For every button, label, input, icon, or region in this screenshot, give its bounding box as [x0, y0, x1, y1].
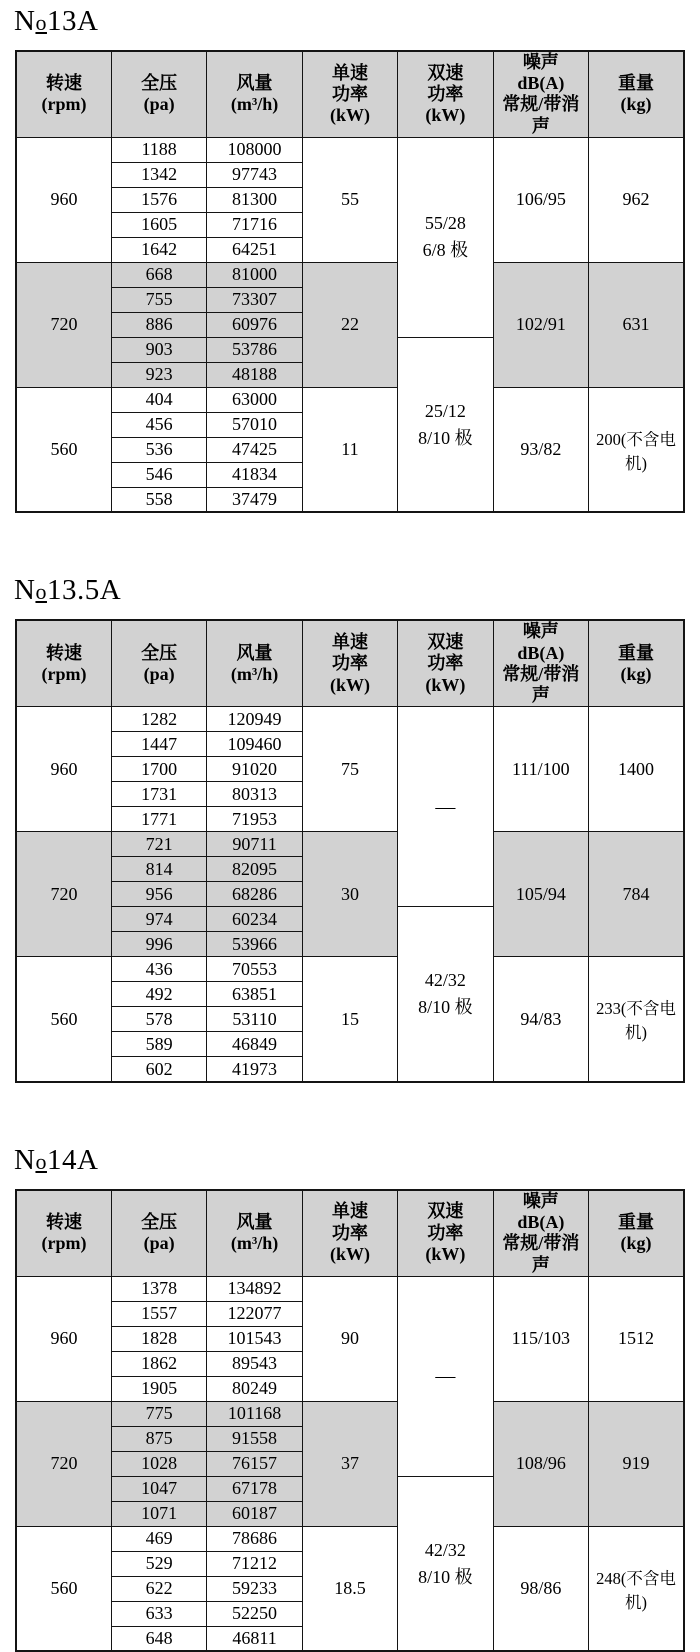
airflow-cell: 59233: [207, 1576, 302, 1601]
table-row: [16, 137, 684, 162]
pressure-cell: 1642: [111, 237, 206, 262]
model-title-14a: [14, 1143, 700, 1179]
col-header-dual-power: 双速 功率 (kW): [398, 1190, 493, 1276]
pressure-cell: 903: [111, 337, 206, 362]
airflow-cell: 60234: [207, 907, 302, 932]
title-numero-o: o: [35, 10, 47, 35]
airflow-cell: 91558: [207, 1426, 302, 1451]
airflow-cell: 122077: [207, 1301, 302, 1326]
airflow-cell: 78686: [207, 1526, 302, 1551]
single-power-cell: 15: [302, 957, 397, 1082]
col-header-noise: 噪声 dB(A) 常规/带消声: [493, 51, 588, 137]
airflow-cell: 71716: [207, 212, 302, 237]
spec-table-13a: [15, 50, 685, 513]
title-numero-o: o: [35, 1148, 47, 1174]
pressure-cell: 1342: [111, 162, 206, 187]
title-prefix: N: [14, 574, 36, 607]
airflow-cell: 53110: [207, 1007, 302, 1032]
table-row: [16, 957, 684, 982]
dual-power-cell: 55/28 6/8 极: [398, 137, 493, 337]
pressure-cell: 1028: [111, 1451, 206, 1476]
airflow-cell: 46849: [207, 1032, 302, 1057]
pressure-cell: 814: [111, 857, 206, 882]
airflow-cell: 53966: [207, 932, 302, 957]
weight-cell: 1400: [589, 707, 684, 832]
pressure-cell: 755: [111, 287, 206, 312]
pressure-cell: 602: [111, 1057, 206, 1082]
airflow-cell: 82095: [207, 857, 302, 882]
airflow-cell: 41834: [207, 462, 302, 487]
col-header-noise: 噪声 dB(A) 常规/带消声: [493, 1190, 588, 1276]
col-header-pressure: 全压 (pa): [111, 620, 206, 706]
col-header-single-power: 单速 功率 (kW): [302, 620, 397, 706]
rpm-cell: 960: [16, 137, 111, 262]
airflow-cell: 91020: [207, 757, 302, 782]
pressure-cell: 558: [111, 487, 206, 512]
pressure-cell: 1700: [111, 757, 206, 782]
pressure-cell: 1047: [111, 1476, 206, 1501]
pressure-cell: 996: [111, 932, 206, 957]
table-row: [16, 1401, 684, 1426]
col-header-airflow: 风量 (m³/h): [207, 620, 302, 706]
rpm-cell: 720: [16, 262, 111, 387]
airflow-cell: 90711: [207, 832, 302, 857]
title-prefix: N: [14, 1143, 36, 1176]
single-power-cell: 22: [302, 262, 397, 387]
pressure-cell: 456: [111, 412, 206, 437]
pressure-cell: 668: [111, 262, 206, 287]
pressure-cell: 546: [111, 462, 206, 487]
noise-cell: 115/103: [493, 1276, 588, 1401]
pressure-cell: 1447: [111, 732, 206, 757]
pressure-cell: 648: [111, 1626, 206, 1651]
col-header-speed: 转速 (rpm): [16, 51, 111, 137]
title-model-number: 13.5A: [46, 574, 122, 607]
single-power-cell: 55: [302, 137, 397, 262]
weight-cell: 248(不含电机): [589, 1526, 684, 1651]
pressure-cell: 1731: [111, 782, 206, 807]
dual-power-cell: —: [398, 1276, 493, 1476]
single-power-cell: 90: [302, 1276, 397, 1401]
pressure-cell: 1071: [111, 1501, 206, 1526]
spec-table-14a: [15, 1189, 685, 1652]
spec-table-13-5a: [15, 619, 685, 1082]
airflow-cell: 63000: [207, 387, 302, 412]
header-row: [16, 620, 684, 706]
pressure-cell: 1862: [111, 1351, 206, 1376]
pressure-cell: 875: [111, 1426, 206, 1451]
airflow-cell: 46811: [207, 1626, 302, 1651]
noise-cell: 98/86: [493, 1526, 588, 1651]
pressure-cell: 974: [111, 907, 206, 932]
dual-power-cell: 25/12 8/10 极: [398, 337, 493, 512]
airflow-cell: 71953: [207, 807, 302, 832]
noise-cell: 108/96: [493, 1401, 588, 1526]
col-header-weight: 重量 (kg): [589, 620, 684, 706]
col-header-weight: 重量 (kg): [589, 1190, 684, 1276]
airflow-cell: 70553: [207, 957, 302, 982]
pressure-cell: 633: [111, 1601, 206, 1626]
airflow-cell: 48188: [207, 362, 302, 387]
pressure-cell: 536: [111, 437, 206, 462]
col-header-single-power: 单速 功率 (kW): [302, 51, 397, 137]
weight-cell: 631: [589, 262, 684, 387]
pressure-cell: 622: [111, 1576, 206, 1601]
pressure-cell: 1905: [111, 1376, 206, 1401]
rpm-cell: 560: [16, 1526, 111, 1651]
rpm-cell: 560: [16, 957, 111, 1082]
pressure-cell: 1188: [111, 137, 206, 162]
pressure-cell: 469: [111, 1526, 206, 1551]
dual-power-cell: 42/32 8/10 极: [398, 907, 493, 1082]
header-row: [16, 1190, 684, 1276]
single-power-cell: 11: [302, 387, 397, 512]
noise-cell: 106/95: [493, 137, 588, 262]
single-power-cell: 37: [302, 1401, 397, 1526]
table-row: [16, 262, 684, 287]
pressure-cell: 1282: [111, 707, 206, 732]
airflow-cell: 101168: [207, 1401, 302, 1426]
airflow-cell: 41973: [207, 1057, 302, 1082]
title-prefix: N: [14, 5, 36, 37]
airflow-cell: 76157: [207, 1451, 302, 1476]
col-header-dual-power: 双速 功率 (kW): [398, 51, 493, 137]
airflow-cell: 101543: [207, 1326, 302, 1351]
pressure-cell: 1576: [111, 187, 206, 212]
dual-power-cell: 42/32 8/10 极: [398, 1476, 493, 1651]
pressure-cell: 775: [111, 1401, 206, 1426]
pressure-cell: 721: [111, 832, 206, 857]
noise-cell: 94/83: [493, 957, 588, 1082]
airflow-cell: 80249: [207, 1376, 302, 1401]
rpm-cell: 960: [16, 707, 111, 832]
rpm-cell: 960: [16, 1276, 111, 1401]
noise-cell: 111/100: [493, 707, 588, 832]
pressure-cell: 1771: [111, 807, 206, 832]
col-header-noise: 噪声 dB(A) 常规/带消声: [493, 620, 588, 706]
model-title-13-5a: [14, 573, 700, 609]
col-header-dual-power: 双速 功率 (kW): [398, 620, 493, 706]
rpm-cell: 560: [16, 387, 111, 512]
airflow-cell: 97743: [207, 162, 302, 187]
pressure-cell: 886: [111, 312, 206, 337]
airflow-cell: 60976: [207, 312, 302, 337]
airflow-cell: 80313: [207, 782, 302, 807]
airflow-cell: 73307: [207, 287, 302, 312]
airflow-cell: 53786: [207, 337, 302, 362]
noise-cell: 105/94: [493, 832, 588, 957]
airflow-cell: 52250: [207, 1601, 302, 1626]
table-row: [16, 832, 684, 857]
weight-cell: 962: [589, 137, 684, 262]
weight-cell: 1512: [589, 1276, 684, 1401]
pressure-cell: 436: [111, 957, 206, 982]
airflow-cell: 57010: [207, 412, 302, 437]
airflow-cell: 60187: [207, 1501, 302, 1526]
airflow-cell: 64251: [207, 237, 302, 262]
airflow-cell: 68286: [207, 882, 302, 907]
pressure-cell: 1378: [111, 1276, 206, 1301]
col-header-weight: 重量 (kg): [589, 51, 684, 137]
header-row: [16, 51, 684, 137]
table-row: [16, 1526, 684, 1551]
pressure-cell: 1605: [111, 212, 206, 237]
col-header-single-power: 单速 功率 (kW): [302, 1190, 397, 1276]
title-model-number: 13A: [46, 5, 99, 37]
pressure-cell: 578: [111, 1007, 206, 1032]
table-row: [16, 1276, 684, 1301]
rpm-cell: 720: [16, 832, 111, 957]
table-row: [16, 387, 684, 412]
pressure-cell: 589: [111, 1032, 206, 1057]
col-header-pressure: 全压 (pa): [111, 51, 206, 137]
airflow-cell: 37479: [207, 487, 302, 512]
airflow-cell: 109460: [207, 732, 302, 757]
rpm-cell: 720: [16, 1401, 111, 1526]
col-header-airflow: 风量 (m³/h): [207, 51, 302, 137]
weight-cell: 919: [589, 1401, 684, 1526]
airflow-cell: 81300: [207, 187, 302, 212]
weight-cell: 233(不含电机): [589, 957, 684, 1082]
weight-cell: 784: [589, 832, 684, 957]
airflow-cell: 134892: [207, 1276, 302, 1301]
airflow-cell: 120949: [207, 707, 302, 732]
weight-cell: 200(不含电机): [589, 387, 684, 512]
pressure-cell: 1828: [111, 1326, 206, 1351]
airflow-cell: 63851: [207, 982, 302, 1007]
col-header-speed: 转速 (rpm): [16, 620, 111, 706]
noise-cell: 93/82: [493, 387, 588, 512]
airflow-cell: 89543: [207, 1351, 302, 1376]
pressure-cell: 404: [111, 387, 206, 412]
dual-power-cell: —: [398, 707, 493, 907]
airflow-cell: 81000: [207, 262, 302, 287]
pressure-cell: 492: [111, 982, 206, 1007]
col-header-speed: 转速 (rpm): [16, 1190, 111, 1276]
model-title-13a: [14, 0, 700, 40]
col-header-pressure: 全压 (pa): [111, 1190, 206, 1276]
pressure-cell: 529: [111, 1551, 206, 1576]
airflow-cell: 67178: [207, 1476, 302, 1501]
pressure-cell: 956: [111, 882, 206, 907]
col-header-airflow: 风量 (m³/h): [207, 1190, 302, 1276]
airflow-cell: 47425: [207, 437, 302, 462]
title-model-number: 14A: [46, 1143, 99, 1176]
table-row: [16, 707, 684, 732]
noise-cell: 102/91: [493, 262, 588, 387]
title-numero-o: o: [35, 579, 47, 605]
single-power-cell: 18.5: [302, 1526, 397, 1651]
airflow-cell: 108000: [207, 137, 302, 162]
single-power-cell: 30: [302, 832, 397, 957]
pressure-cell: 923: [111, 362, 206, 387]
single-power-cell: 75: [302, 707, 397, 832]
airflow-cell: 71212: [207, 1551, 302, 1576]
pressure-cell: 1557: [111, 1301, 206, 1326]
